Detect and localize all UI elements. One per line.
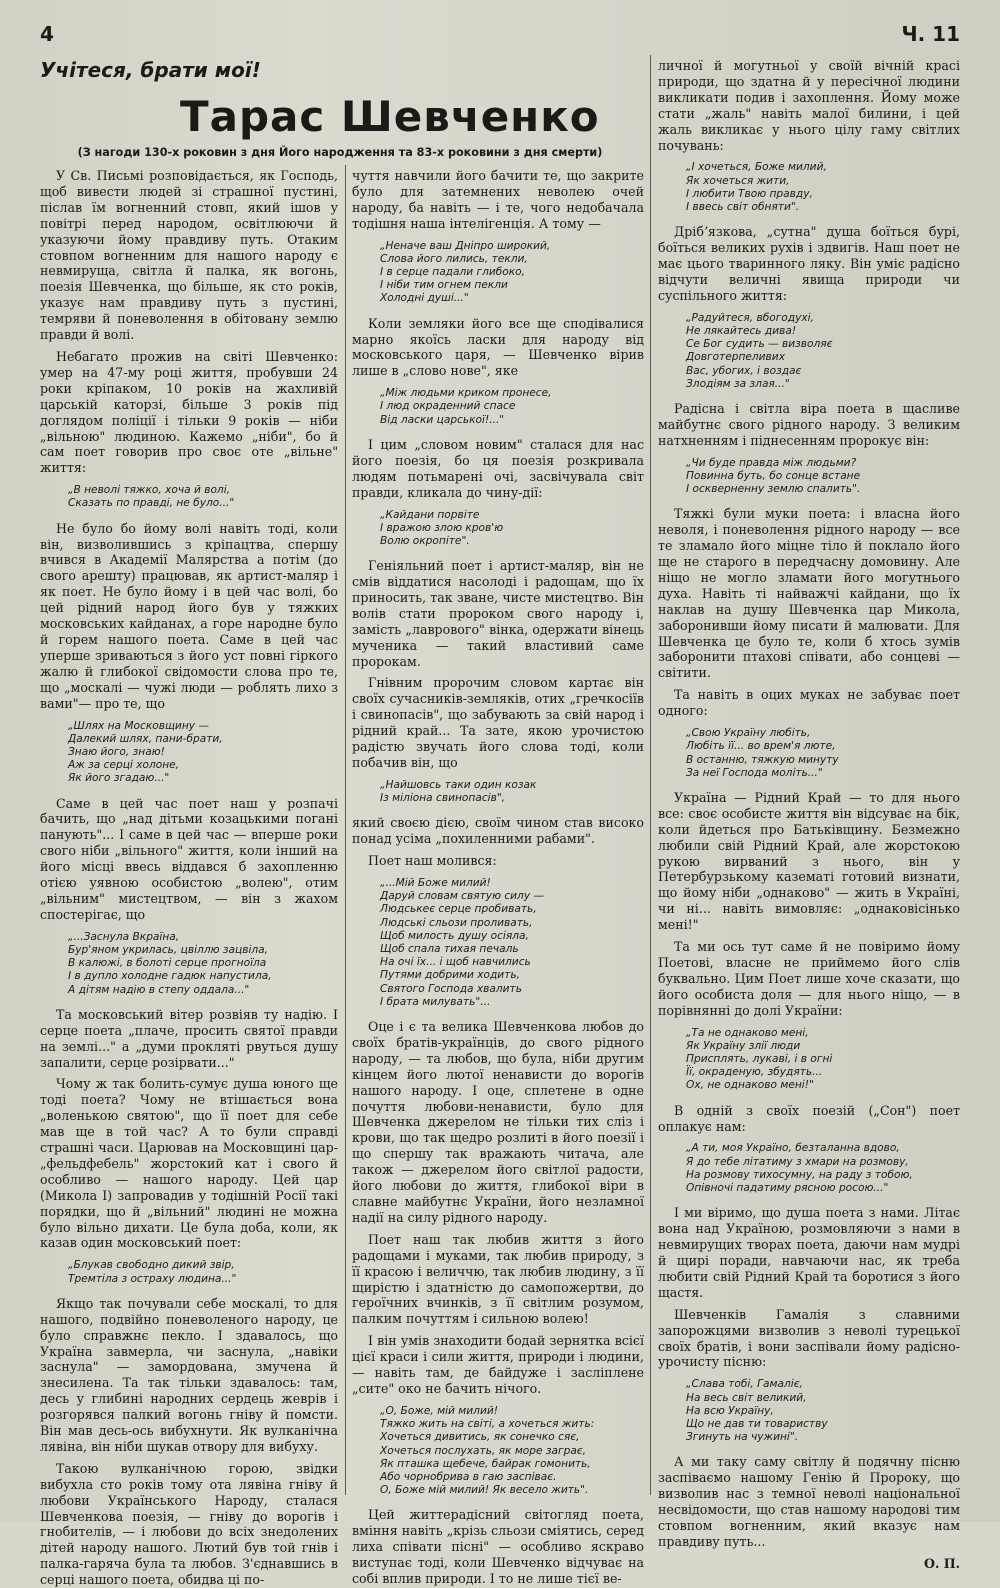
paragraph: Оце і є та велика Шевченкова любов до своїх братів-українців, до свого рідного народу, — та любов, що була, ніби другим кінцем його лютої ненависти до ворогів нашого народу. І оце, сплетене в одне почуття любови-ненависти, було для Шевченка джерелом не тільки тих сліз і крови, що так щедро розлиті в його поезії і що спершу так вражають читача, але також — джерелом його світлої радости, його любови до життя, глибокої віри в славне майбутнє України, його незламної надії на силу рідного народу. bbox=[352, 1019, 644, 1225]
paragraph: Небагато прожив на світі Шевченко: умер на 47-му році життя, пробувши 24 роки кріпаком, 10 років на жахливій царській каторзі, більше 3 років під доглядом поліції і тільки 9 років — ніби „вільною" людиною. Кажемо „ніби", бо й сам поет говорив про своє оте „вільне" життя: bbox=[40, 348, 338, 476]
column-rule bbox=[345, 165, 346, 1495]
verse-quote: „В неволі тяжко, хоча й волі, Сказать по правді, не було..." bbox=[68, 484, 235, 510]
paragraph: личної й могутньої у своїй вічній красі природи, що здатна й у пересічної людини викликати подив і захоплення. Йому може стати „жаль" навіть малої билини, і цей жаль викликає у нього цілу гаму світлих почувань: bbox=[658, 58, 960, 153]
paragraph: Цей життерадісний світогляд поета, вміння навіть „крізь сльози сміятись, серед лиха співати пісні" — особливо яскраво виступає тоді, коли Шевченко відчуває на собі вплив природи. І то не лише тієї ве- bbox=[352, 1507, 644, 1586]
page-number-left: 4 bbox=[40, 22, 54, 46]
verse-quote: „І хочеться, Боже милий, Як хочеться жити, І любити Твою правду, І ввесь світ обняти". bbox=[686, 161, 827, 214]
verse-quote: „Неначе ваш Дніпро широкий, Слова його лились, текли, І в серце падали глибоко, І ніби тим огнем пекли Холодні душі..." bbox=[380, 239, 551, 305]
verse-quote: „Найшовсь таки один козак Із міліона свинопасів", bbox=[380, 778, 537, 805]
paragraph: У Св. Письмі розповідається, як Господь, щоб вивести людей зі страшної пустині, післав їм вогненний стовп, який ішов у повітрі перед народом, освітлюючи й указуючи йому правдиву путь. Отаким стовпом вогненним для нашого народу є невмируща, світла й палка, як вогонь, поезія Шевченка, що більше, як сто років, указує нам правдиву путь з пустині, темряви й поневолення в обітовану землю правди й волі. bbox=[40, 168, 338, 343]
article-subtitle: (З нагоди 130-х роковин з дня Його народження та 83-х роковини з дня смерти) bbox=[77, 146, 603, 159]
verse-quote: „...Заснула Вкраїна, Бур'яном укрилась, цвіллю зацвіла, В калюжі, в болоті серце прогноїла І в дупло холодне гадюк напустила, А дітям надію в степу оддала..." bbox=[68, 930, 272, 996]
paragraph: Та ми ось тут саме й не повіримо йому Поетові, власне не приймемо його слів буквально. Цим Поет лише хоче сказати, що його особиста доля — для нього ніщо, — в порівнянні до долі України: bbox=[658, 939, 960, 1018]
paragraph: І ми віримо, що душа поета з нами. Літає вона над Україною, розмовляючи з нами в невмирущих творах поета, даючи нам мудрі й щирі поради, навчаючи нас, як треба любити свій Рідний Край та боротися з його щастя. bbox=[658, 1205, 960, 1300]
paragraph: Радісна і світла віра поета в щасливе майбутнє свого рідного народу. З великим натхненням і піднесенням пророкує він: bbox=[658, 401, 960, 448]
verse-quote: „Слава тобі, Гамаліє, На весь світ великий, На всю Україну, Що не дав ти товариству Згинуть на чужині". bbox=[686, 1378, 828, 1444]
paragraph: Шевченків Гамалія з славними запорожцями визволив з неволі турецької своїх братів, і вони заспівали йому радісно-урочисту пісню: bbox=[658, 1306, 960, 1370]
paragraph: чуття навчили його бачити те, що закрите було для затемнених неволею очей народу, ба навіть — і те, чого недобачала тодішня наша інтелігенція. А тому — bbox=[352, 168, 644, 231]
verse-quote: „Радуйтеся, вбогодухі, Не лякайтесь дива! Се Бог судить — визволяє Довготерпеливих Вас, убогих, і воздає Злодіям за злая..." bbox=[686, 311, 833, 390]
author-signature: О. П. bbox=[923, 1555, 960, 1571]
paragraph: Коли земляки його все ще сподівалися марно якоїсь ласки для народу від московського царя, — Шевченко вірив лише в „слово нове", яке bbox=[352, 315, 644, 379]
paragraph: І цим „словом новим" сталася для нас його поезія, бо ця поезія розкривала людям потьмарені очі, засвічувала світ правди, кликала до чину-дії: bbox=[352, 436, 644, 500]
paragraph: Не було бо йому волі навіть тоді, коли він, визволившись з кріпацтва, спершу вчився в Академії Малярства а потім (до свого арешту) працював, як артист-маляр і як поет. Не було йому і в цей час волі, бо цей рідний народ його був у тяжких московських кайданах, а горе народне було й горем нашого поета. Саме в цей час уперше зриваються з його уст повні гіркого жалю й глибокої свідомости слова про те, що „москалі — чужі люди — роблять лихо з вами"— про те, що bbox=[40, 520, 338, 711]
page-number-right: Ч. 11 bbox=[901, 22, 960, 46]
verse-quote: „Між людьми криком пронесе, І люд окраденний спасе Від ласки царської!..." bbox=[380, 387, 552, 426]
column-rule bbox=[650, 55, 651, 1495]
paragraph: А ми таку саму світлу й подячну пісню заспіваємо нашому Генію й Пророку, що визволив нас з темної неволі національної несвідомости, що став нашому народові тим стовпом вогненним, який вказує нам правдиву путь... bbox=[658, 1454, 960, 1549]
paragraph: І він умів знаходити бодай зернятка всієї цієї краси і сили життя, природи і людини, — навіть там, де байдуже і засліплене „сите" око не бачить нічого. bbox=[352, 1333, 644, 1396]
paragraph: Чому ж так болить-сумує душа юного ще тоді поета? Чому не втішається вона „воленькою святою", що її поет для себе мав ще в той час? А то були справді страшні часи. Царював на Московщині цар-„фельдфебель" жорстокий кат і свого й особливо — нашого народу. Цей цар (Микола І) запровадив у тодішній Росії такі порядки, що й „вільний" людині не можна було вільно дихати. Це була доба, коли, як казав один московський поет: bbox=[40, 1076, 338, 1251]
paragraph: Поет наш так любив життя з його радощами і муками, так любив природу, з її красою і величчю, так любив людину, з її щирістю і здатністю до самопожертви, до героїчних вчинків, з її світлим розумом, палким почуттям і сильною волею! bbox=[352, 1231, 644, 1327]
article-title: Тарас Шевченко bbox=[180, 92, 600, 141]
verse-quote: „Кайдани порвіте І вражою злою кров'ю Волю окропіте". bbox=[380, 508, 504, 547]
column-3 bbox=[658, 58, 960, 1571]
column-1 bbox=[40, 168, 338, 1588]
verse-quote: „Блукав свободно дикий звір, Тремтіла з остраху людина..." bbox=[68, 1259, 237, 1285]
paragraph: Україна — Рідний Край — то для нього все: своє особисте життя він відсуває на бік, коли йдеться про Батьківщину. Безмежно любили свій Рідний Край, але жорстокою рукою вирваний з нього, він у Петербурзькому казематі готовий визнати, що йому ніби „однаково" — жить в Україні, чи ні... навіть вимовляє: „однаковісінько мені!" bbox=[658, 789, 960, 933]
paragraph: Поет наш молився: bbox=[368, 853, 497, 869]
paragraph: Геніяльний поет і артист-маляр, він не смів віддатися насолоді і радощам, що їх приносить, так зване, чисте мистецтво. Він волів стати пророком свого народу і, замість „лаврового" вінка, одержати вінець мученика — такий властивий саме пророкам. bbox=[352, 558, 644, 669]
verse-quote: „Та не однаково мені, Як Україну злії люди Присплять, лукаві, і в огні Її, окраденую, збудять... Ох, не однаково мені!" bbox=[686, 1026, 833, 1092]
verse-quote: „Свою Україну любіть, Любіть її... во врем'я люте, В останню, тяжкую минуту За неї Господа моліть..." bbox=[686, 727, 839, 779]
verse-quote: „О, Боже, мій милий! Тяжко жить на світі, а хочеться жить: Хочеться дивитись, як сонечко сяє, Хочеться послухать, як море заграє, Як пташка щебече, байрак гомонить, Або чорнобрива в гаю заспіває. О, Боже мій милий! Як весело жить". bbox=[380, 1404, 595, 1497]
paragraph: Саме в цей час поет наш у розпачі бачить, що „над дітьми козацькими погані панують"... І саме в цей час — вперше роки свого ніби „вільного" життя, коли інший на його місці ввесь віддався б захопленню отією уявною особистою „волею", отим „вільним" мистецтвом, — він з жахом спостерігає, що bbox=[40, 795, 338, 922]
verse-quote: „Шлях на Московщину — Далекий шлях, пани-брати, Знаю його, знаю! Аж за серці холоне, Як його згадаю..." bbox=[68, 719, 223, 785]
paragraph: В одній з своїх поезій („Сон") поет оплакує нам: bbox=[658, 1102, 960, 1134]
paragraph: Та московський вітер розвіяв ту надію. І серце поета „плаче, просить святої правди на землі..." а „думи прокляті рвуться душу запалити, серце розірвати..." bbox=[40, 1006, 338, 1070]
motto: Учітеся, брати мої! bbox=[40, 58, 261, 82]
column-2 bbox=[352, 168, 644, 1586]
paragraph: Такою вулканічною горою, звідки вибухла сто років тому ота лявіна гніву й любови Українського Народу, сталася Шевченкова поезія, — гніву до ворогів і гнобителів, — і любови до всіх знедолених дітей народу нашого. Лютий був той гнів і палка-гаряча була та любов. З'єднавшись в серці нашого поета, обидва ці по- bbox=[40, 1460, 338, 1588]
verse-quote: „...Мій Боже милий! Даруй словам святую силу — Людськеє серце пробивать, Людські сльози проливать, Щоб милость душу осіяла, Щоб спала тихая печаль На очі їх... і щоб навчились Путями добрими ходить, Святого Господа хвалить І брата милувать"... bbox=[380, 877, 545, 1008]
paragraph: Дрібʼязкова, „сутна" душа боїться бурі, боїться великих рухів і здвигів. Наш поет не має цього тваринного ляку. Він уміє радісно відчути величні явища природи чи суспільного життя: bbox=[658, 224, 960, 303]
paragraph: Якщо так почували себе москалі, то для нашого, подвійно поневоленого народу, це було справжнє пекло. І здавалось, що Україна завмерла, чи заснула, „навіки заснула" — замордована, змучена й знесилена. Та так тільки здавалось: там, десь у глибині народних сердець жеврів і розгорявся палкий вогонь гніву й помсти. Він мав десь-ось вибухнути. Як вулканічна лявіна, він ніби шукав отвору для вибуху. bbox=[40, 1295, 338, 1454]
paragraph: який своєю дією, своїм чином став високо понад усіма „похиленними рабами". bbox=[352, 815, 644, 847]
verse-quote: „Чи буде правда між людьми? Повинна буть, бо сонце встане І оскверненну землю спалить". bbox=[686, 456, 861, 496]
paragraph: Гнівним пророчим словом картає він своїх сучасників-земляків, отих „гречкосіїв і свинопасів", що забувають за свій народ і рідний край... Та зате, якою урочистою радістю звучать його слова тоді, коли побачив він, що bbox=[352, 675, 644, 770]
verse-quote: „А ти, моя Україно, безталанна вдово, Я до тебе літатиму з хмари на розмову, На розмову тихосумну, на раду з тобою, Опівночі падатиму рясною росою..." bbox=[686, 1142, 913, 1195]
paragraph: Тяжкі були муки поета: і власна його неволя, і поневолення рідного народу — все те зламало його міцне тіло й поклало його ще не старого в передчасну домовину. Але ніщо не могло зламати його могутнього духа. Навіть ті найважчі кайдани, що їх наклав на душу Шевченка цар Микола, заборонивши йому писати й малювати. Для Шевченка це було те, коли б хтось зумів заборонити птахові співати, або сонцеві — світити. bbox=[658, 506, 960, 681]
paragraph: Та навіть в оцих муках не забуває поет одного: bbox=[658, 687, 960, 719]
